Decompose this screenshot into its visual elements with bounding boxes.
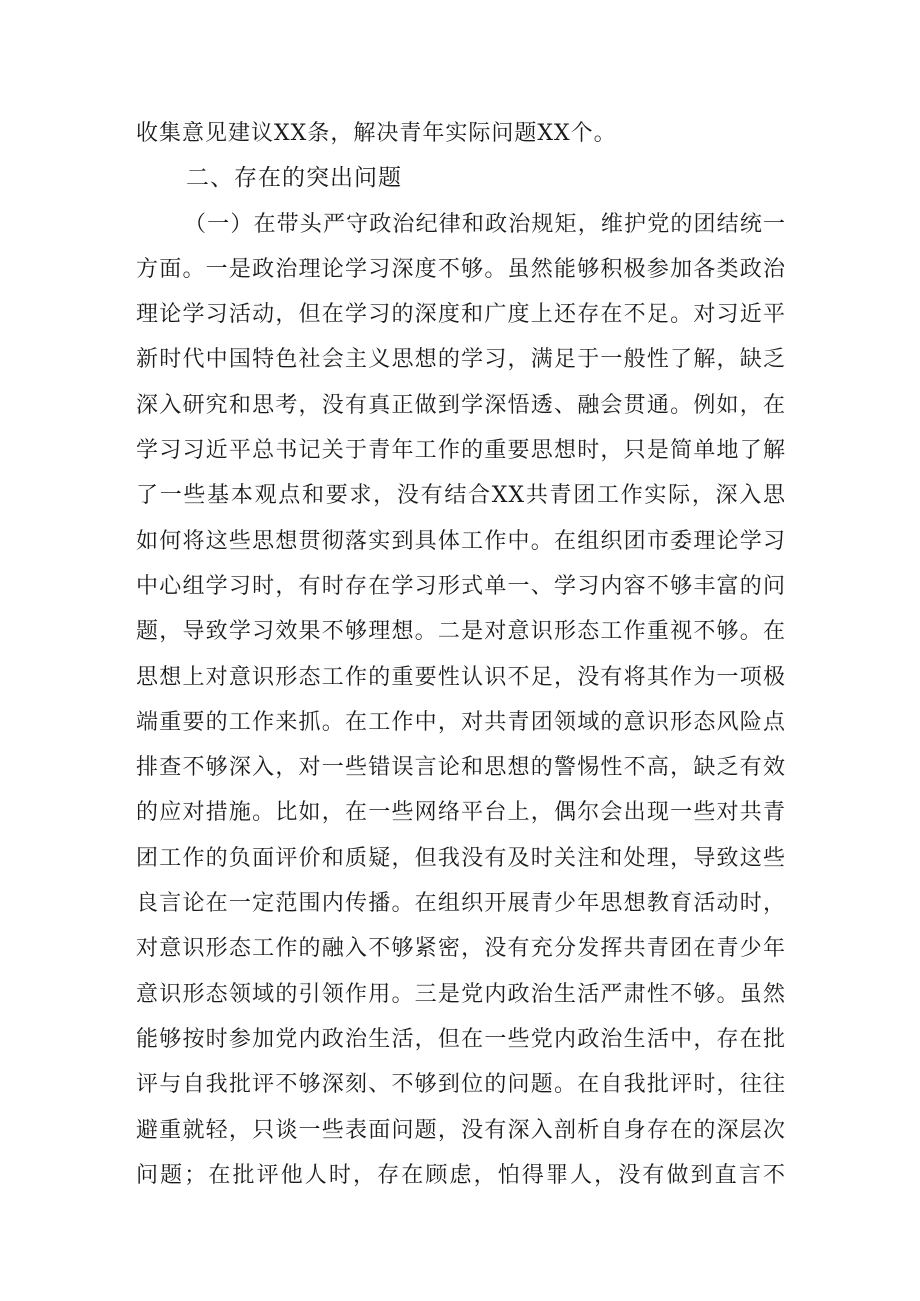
paragraph-line: 避重就轻，只谈一些表面问题，没有深入剖析自身存在的深层次	[136, 1117, 786, 1143]
paragraph-line: （一）在带头严守政治纪律和政治规矩，维护党的团结统一	[184, 211, 786, 237]
section-heading: 二、存在的突出问题	[186, 165, 402, 192]
paragraph-line: 排查不够深入，对一些错误言论和思想的警惕性不高，缺乏有效	[136, 755, 786, 781]
paragraph-line: 理论学习活动，但在学习的深度和广度上还存在不足。对习近平	[136, 302, 786, 328]
paragraph-line: 学习习近平总书记关于青年工作的重要思想时，只是简单地了解	[136, 438, 786, 464]
paragraph-line: 端重要的工作来抓。在工作中，对共青团领域的意识形态风险点	[136, 709, 786, 735]
paragraph-line: 良言论在一定范围内传播。在组织开展青少年思想教育活动时，	[136, 891, 786, 917]
paragraph-line: 如何将这些思想贯彻落实到具体工作中。在组织团市委理论学习	[136, 528, 786, 554]
paragraph-line: 能够按时参加党内政治生活，但在一些党内政治生活中，存在批	[136, 1026, 786, 1052]
paragraph-line: 意识形态领域的引领作用。三是党内政治生活严肃性不够。虽然	[136, 981, 786, 1007]
paragraph-line: 中心组学习时，有时存在学习形式单一、学习内容不够丰富的问	[136, 573, 786, 599]
paragraph-line: 深入研究和思考，没有真正做到学深悟透、融会贯通。例如，在	[136, 392, 786, 418]
paragraph-line: 团工作的负面评价和质疑，但我没有及时关注和处理，导致这些	[136, 845, 786, 871]
paragraph-line: 收集意见建议XX条，解决青年实际问题XX个。	[136, 121, 617, 146]
paragraph-line: 题，导致学习效果不够理想。二是对意识形态工作重视不够。在	[136, 619, 786, 645]
paragraph-line: 问题；在批评他人时，存在顾虑，怕得罪人，没有做到直言不	[136, 1162, 786, 1188]
paragraph-line: 对意识形态工作的融入不够紧密，没有充分发挥共青团在青少年	[136, 936, 786, 962]
document-body	[136, 111, 786, 1198]
paragraph-line: 新时代中国特色社会主义思想的学习，满足于一般性了解，缺乏	[136, 347, 786, 373]
paragraph-line: 评与自我批评不够深刻、不够到位的问题。在自我批评时，往往	[136, 1072, 786, 1098]
paragraph-line: 了一些基本观点和要求，没有结合XX共青团工作实际，深入思	[136, 483, 786, 509]
paragraph-line: 的应对措施。比如，在一些网络平台上，偶尔会出现一些对共青	[136, 800, 786, 826]
paragraph-line: 方面。一是政治理论学习深度不够。虽然能够积极参加各类政治	[136, 256, 786, 282]
paragraph-line: 思想上对意识形态工作的重要性认识不足，没有将其作为一项极	[136, 664, 786, 690]
